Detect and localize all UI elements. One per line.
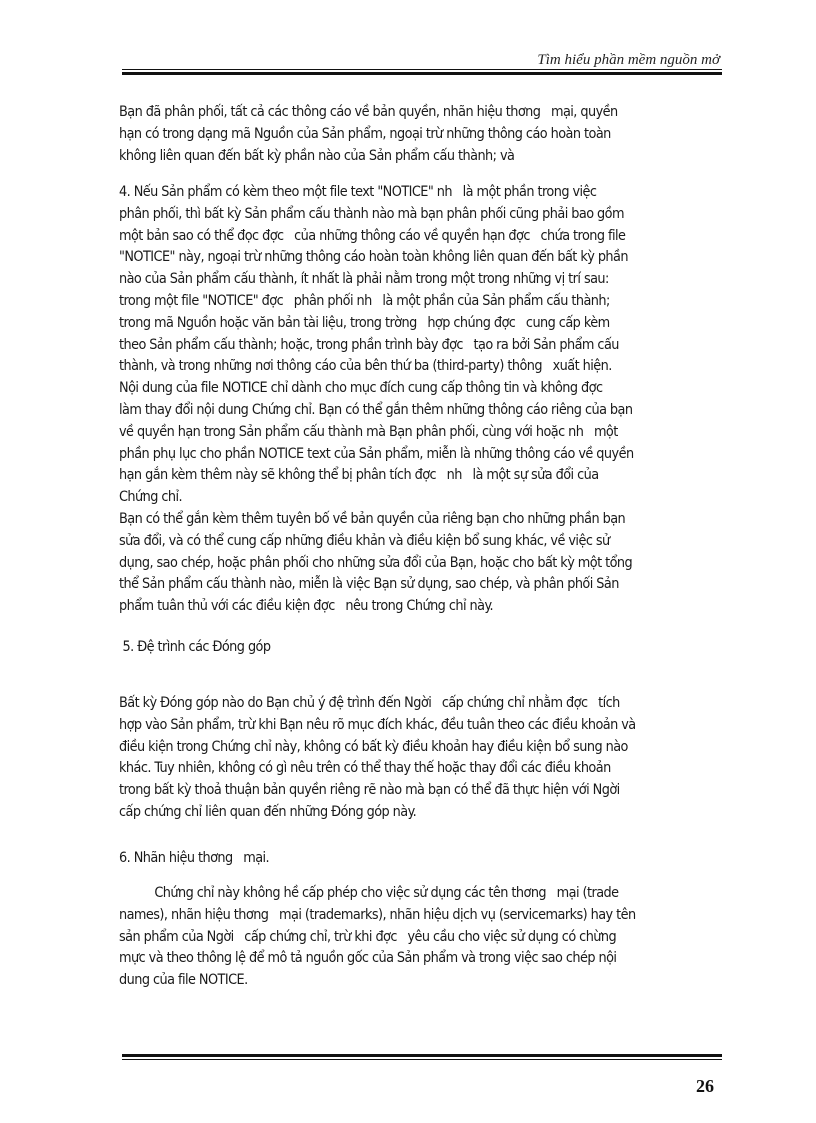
text-line: Chứng chỉ. <box>119 489 183 506</box>
page-number: 26 <box>696 1076 714 1096</box>
text-line: cấp chứng chỉ liên quan đến những Đóng góp này. <box>119 803 417 820</box>
text-line: sản phẩm của Ngời cấp chứng chỉ, trừ khi đợc yêu cầu cho việc sử dụng có chừng <box>119 928 617 945</box>
text-line: thành, và trong những nơi thông cáo của bên thứ ba (third-party) thông xuất hiện. <box>119 358 612 375</box>
text-line: names), nhãn hiệu thơng mại (trademarks), nhãn hiệu dịch vụ (servicemarks) hay tên <box>119 906 636 923</box>
text-line: mực và theo thông lệ để mô tả nguồn gốc của Sản phẩm và trong việc sao chép nội <box>119 950 617 967</box>
text-line: trong mã Nguồn hoặc văn bản tài liệu, trong trờng hợp chúng đợc cung cấp kèm <box>119 314 610 331</box>
text-line: phân phối, thì bất kỳ Sản phẩm cấu thành nào mà bạn phân phối cũng phải bao gồm <box>119 205 624 222</box>
text-line: hạn gắn kèm thêm này sẽ không thể bị phân tích đợc nh là một sự sửa đổi của <box>119 467 599 484</box>
text-line: dụng, sao chép, hoặc phân phối cho những sửa đổi của Bạn, hoặc cho bất kỳ một tổng <box>119 554 633 571</box>
text-line: phần phụ lục cho phần NOTICE text của Sản phẩm, miễn là những thông cáo về quyền <box>119 445 634 462</box>
text-line: làm thay đổi nội dung Chứng chỉ. Bạn có thể gắn thêm những thông cáo riêng của bạn <box>119 401 633 418</box>
paragraph-trademarks <box>119 883 726 992</box>
section-heading-contributions <box>119 637 726 659</box>
text-line: Bạn đã phân phối, tất cả các thông cáo về bản quyền, nhãn hiệu thơng mại, quyền <box>119 104 618 120</box>
text-line: Chứng chỉ này không hề cấp phép cho việc sử dụng các tên thơng mại (trade <box>119 885 619 901</box>
text-line: nào của Sản phẩm cấu thành, ít nhất là phải nằm trong một trong những vị trí sau: <box>119 271 609 288</box>
text-line: trong một file "NOTICE" đợc phân phối nh là một phần của Sản phẩm cấu thành; <box>119 292 610 309</box>
text-line: một bản sao có thể đọc đợc của những thông cáo về quyền hạn đợc chứa trong file <box>119 227 626 244</box>
text-line: Bạn có thể gắn kèm thêm tuyên bố về bản quyền của riêng bạn cho những phần bạn <box>119 510 626 527</box>
text-line: thể Sản phẩm cấu thành nào, miễn là việc Bạn sử dụng, sao chép, và phân phối Sản <box>119 576 619 593</box>
footer-rule-thick <box>122 1054 722 1057</box>
text-line: không liên quan đến bất kỳ phần nào của Sản phẩm cấu thành; và <box>119 147 515 164</box>
section-heading-trademarks <box>119 848 726 870</box>
text-line: theo Sản phẩm cấu thành; hoặc, trong phần trình bày đợc tạo ra bởi Sản phẩm cấu <box>119 336 619 353</box>
text-line: phẩm tuân thủ với các điều kiện đợc nêu trong Chứng chỉ này. <box>119 598 493 615</box>
text-line: Nội dung của file NOTICE chỉ dành cho mục đích cung cấp thông tin và không đợc <box>119 380 603 397</box>
text-line: khác. Tuy nhiên, không có gì nêu trên có thể thay thế hoặc thay đổi các điều khoản <box>119 760 611 777</box>
text-line: về quyền hạn trong Sản phẩm cấu thành mà Bạn phân phối, cùng với hoặc nh một <box>119 423 618 440</box>
text-line: 6. Nhãn hiệu thơng mại. <box>119 850 270 866</box>
paragraph-license-notices <box>119 102 726 167</box>
text-line: hạn có trong dạng mã Nguồn của Sản phẩm, ngoại trừ những thông cáo hoàn toàn <box>119 125 611 142</box>
header-title: Tìm hiểu phần mềm nguồn mở <box>537 52 720 68</box>
text-line: 5. Đệ trình các Đóng góp <box>119 639 271 655</box>
text-line: sửa đổi, và có thể cung cấp những điều khản và điều kiện bổ sung khác, về việc sử <box>119 532 610 549</box>
text-line: Bất kỳ Đóng góp nào do Bạn chủ ý đệ trình đến Ngời cấp chứng chỉ nhằm đợc tích <box>119 695 620 711</box>
footer-rule-thin <box>122 1059 722 1060</box>
header-rule-thin <box>122 69 722 70</box>
paragraph-contributions <box>119 693 726 824</box>
paragraph-notice-file <box>119 182 726 618</box>
text-line: dung của file NOTICE. <box>119 972 248 989</box>
text-line: trong bất kỳ thoả thuận bản quyền riêng rẽ nào mà bạn có thể đã thực hiện với Ngời <box>119 782 620 799</box>
text-line: hợp vào Sản phẩm, trừ khi Bạn nêu rõ mục đích khác, đều tuân theo các điều khoản và <box>119 716 636 733</box>
header-rule-thick <box>122 72 722 75</box>
text-line: điều kiện trong Chứng chỉ này, không có bất kỳ điều khoản hay điều kiện bổ sung nào <box>119 738 628 755</box>
text-line: 4. Nếu Sản phẩm có kèm theo một file text "NOTICE" nh là một phần trong việc <box>119 184 597 200</box>
text-line: "NOTICE" này, ngoại trừ những thông cáo hoàn toàn không liên quan đến bất kỳ phần <box>119 249 628 266</box>
